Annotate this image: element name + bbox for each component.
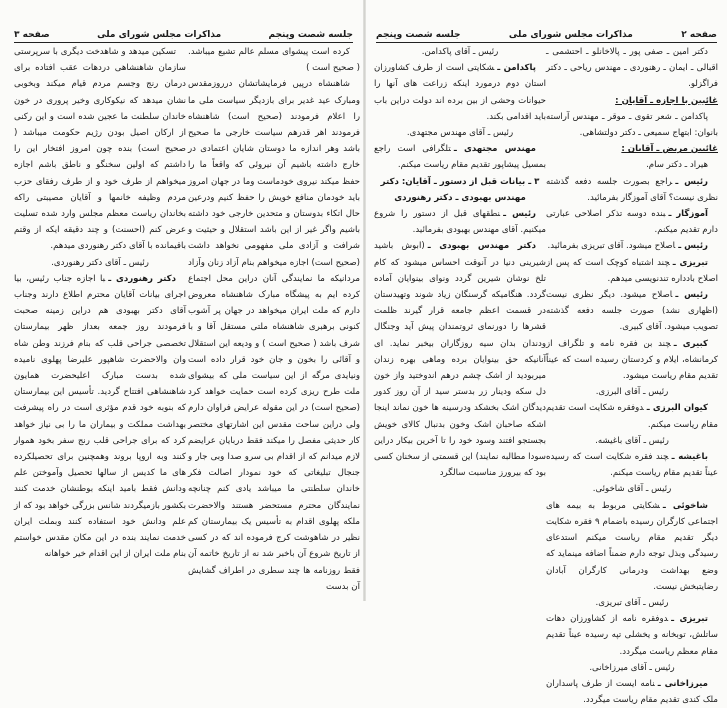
paragraph [14, 271, 186, 563]
speaker-name: رئیس ـ [675, 176, 708, 187]
paragraph-text: رئیس ـ آقای تبریزی. [595, 597, 669, 608]
paragraph-text: پاکدامن ـ شعر تقوی ـ موقر ـ مهندس آراسته بانوان: ابتهاج سمیعی ـ دکتر دولتشاهی. [546, 111, 718, 139]
paragraph-text: نامه ایست از طرف پاسداران ملک کندی تقدیم مقام ریاست میگردد. [546, 678, 718, 706]
page-number: صفحه ۲ [681, 30, 717, 40]
paragraph [546, 255, 718, 287]
session-label: جلسه شصت وپنجم [268, 30, 353, 40]
paragraph [374, 206, 546, 238]
paragraph-text: رئیس ـ آقای میرزاخانی. [589, 662, 675, 673]
text-column-left [14, 44, 186, 563]
paragraph [546, 433, 718, 449]
text-column-right [188, 44, 360, 595]
paragraph [546, 336, 718, 385]
paragraph [14, 255, 186, 271]
paragraph-text: (ابوش باشید شیرینی دنیا در آنوقت احساس میشود که کام تلخ نوشان شیرین گردد ونوای بینوایان آماده گردد. هنگامیکه گرسنگان زیاد شوند وتهیدستان در قسمت اعظم جامعه قرار گیرند ظلمت قشرها را دورنمای ثروتمندان پیش آید وجنگال ودندان بدان سیه روزگاران بیخبر نماید. ای آنانیکه حق بینوایان برده وماهی بهره زندان میربودید از اشک چشم درهم اندوختید واز خون دل سکه ودینار زر بدستر سید از آن روز کدور دیدگان اشک بخشکد ودرسینه ها خون نماند اینجا اشکه صاحبان اشک وخون بدنبال کالای خویش بجستجو افتند وسود خود را تا آخرین بیکار دراین سودا مطالبه نمایند) این قسمتی از سخنان کسی بود که بیرورز مناسبت سالگرد [374, 241, 546, 479]
paragraph-text: راجع بصورت جلسه دفعه گذشته نظری نیست؟ آقای آموزگار بفرمائید. [546, 176, 718, 203]
publication-title: مذاکرات مجلس شورای ملی [508, 30, 633, 40]
speaker-name: دکتر مهندس بهبودی ـ [427, 241, 536, 252]
paragraph [546, 611, 718, 660]
paragraph [374, 141, 546, 173]
paragraph-text: شاهنشاه درپیں فرمایشاتشان درروزمقدس ومبارک عید غدیر برای بازدیگر سیاست ملی ما را اعلام فرمودند (صحیح است) شاهنشاه فرمودند اهر قدرهم سیاست خارجی ما صحیح باشد وهر اندازه ما دوستان شایان اعتمادی در خارج داشته باشیم آن نیروئی که واقعاً ما را حفظ میکند نیروی خودماست وما در جهان امروز باید خودمان منافع خویش را حفظ کنیم ودرعین حال اتکاء بدوستان و متحدین خارجی خود داشته باشیم واگر غیر از این باشد استقلال و حیثیت و شرافت و آزادی ملی مفهومی نخواهد داشت (صحیح است) اجازه میخواهم بنام آزاد زنان وآزاد مردانیکه ما نمایندگی آنان دراین محل اجتماع کرده ایم به پیشگاه مبارک شاهنشاه معروض دارم که ملت ایران میخواهد در جهان پر آشوب کنونی برهبری شاهنشاه ملتی مستقل آقا و با شرف باشد ( صحیح است ) و ودیعه این استقلال و آقائی را بخون و جان خود قرار داده است ونیایدی مرگه از این سیاست ملی که بیشوای ملت طرح ریزی کرده است حمایت خواهد کرد (صحیح است) در این مقوله عرایض فراوان دارم ولی دراین ساحت مقدس این اشارتهای مختصر کار حدیثی مفصل را میکند فقط دربایان عرایضم لازم میدانم که از اقدام بی سرو صدا وبی جار و جنجال تبلیغاتی که خود نمودار اصالت فکر خاندان سلطنتی ما میباشد یادی کنم چنانچه نمایندگان محترم مستحضر هستند والاحضرت ملکه پهلوی اقدام به تأسیس یک بیمارستان کم نظیر در شاهوشت کرج فرموده اند که در کسی از تاریخ شروع آن باخبر شد نه از تاریخ خاتمه آن فقط روزنامه ها چند سطری در اطراف گشایش آن بدست [188, 79, 360, 592]
paragraph [546, 287, 718, 336]
paragraph-text: نطقهای قبل از دستور را شروع میکنیم. آقای مهندس بهبودی بفرمائید. [374, 209, 546, 236]
paragraph-text: اصلاح میشود. آقای تبریزی بفرمائید. [547, 241, 676, 252]
paragraph-text: با اجازه جناب رئیس، بیا اجرای بیانات آقایان محترم اطلاع دارند وجناب آقای دکتر بهبودی هم دراین زمینه صحبت فرمودند روز جمعه بعداز ظهر بیمارستان تخصصی جراحی قلب که بنام فرزند وطن شاه وان والاحضرت شاهپور علیرضا پهلوی نامیده شده بدست مبارک اعلیحضرت همایون شاهنشاهی افتتاح گردید. تأسیس این بیمارستان که بنوبه خود قدم مؤثری است در راه پیشرفت بهداشت مملکت و بیماران ما را بی نیاز خواهد کرد که برای جراحی قلب رنج سفر بخود هموار کنند وبه اروپا بروند وهمچنین برای تحصیلکرده های ما کدیس از سالها تحصیل وآموختن علم ودانش فقط بامید اینکه بوطنشان خدمت کنند بکشور بازمیگردند شانس بزرگی خواهد بود که از علم ودانش خود استفاده کنند وبملت ایران خدمت نمایند بنده در این مکان مقدس خواستم بنام ملت ایران از این اقدام خیر خواهانه [14, 273, 186, 560]
paragraph [546, 174, 718, 206]
paragraph-text: چند بن فقره نامه و تلگراف از کرمانشاه، ایلام و کردستان رسیده است که عیناً تقدیم مقام ریاست میشود. [546, 338, 718, 382]
paragraph-text: رئیس ـ آقای مهندس مجتهدی. [406, 128, 514, 139]
text-column-left [374, 44, 546, 481]
paragraph-text: تسکین میدهد و شاهدخت دیگری با سرپرستی سازمان شاهنشاهی دردهات عقب افتاده برای درمان رنج وجسم مردم قیام میکند وبخوبی نشان میدهد که نیکوکاری وخیر پروری در خون خاندان سلطنت ما عجین شده است و این رکنی از ارکان اصیل بودن رژیم حکومت میباشد ( صحیح است) بنده چون امروز افتخار این را داشتم که اولین سخنگو و ناطق باشم اجازه میخواهم از طرف خود و از طرف رفقای حزب مردم وظیفه خانمها و آقایان مصیبتی راکه بخاندان ریاست معظم مجلس وارد شده تسلیت عرض کنم (احسنت) و چند دقیقه ایکه از وقتم باقیمانده با آقای دکتر رهنوردی میدهم. [14, 47, 186, 252]
right-page [366, 0, 727, 706]
paragraph-text: کرده است پیشوای مسلم عالم تشیع میباشد. ( صحیح است ) [188, 47, 360, 74]
paragraph [546, 93, 718, 109]
paragraph [374, 44, 546, 60]
publication-title: مذاکرات مجلس شورای ملی [97, 30, 222, 40]
paragraph [188, 44, 360, 76]
paragraph [546, 384, 718, 400]
paragraph-text: تلگرافی است راجع بمسیل پیشاپور تقدیم مقام ریاست میکنم. [374, 144, 546, 171]
paragraph-text: بنده دوسه تذکر اصلاحی عبارتی دارم تقدیم میکنم. [546, 209, 718, 236]
paragraph-text: غائبین با اجازه ـ آقایان : [615, 95, 718, 106]
paragraph [546, 109, 718, 141]
session-label: جلسه شصت وپنجم [376, 30, 461, 40]
paragraph [546, 595, 718, 611]
paragraph [14, 44, 186, 255]
page-number: صفحه ۳ [14, 30, 50, 40]
speaker-name: پاکدامن ـ [497, 63, 536, 74]
text-column-right [546, 44, 718, 708]
speaker-name: تبریزی ـ [671, 614, 708, 625]
speaker-name: رئیس ـ [675, 290, 708, 301]
paragraph [546, 498, 718, 595]
page-header [376, 26, 717, 43]
speaker-name: آموزگار ـ [668, 209, 709, 220]
paragraph [546, 238, 718, 254]
paragraph [546, 660, 718, 676]
paragraph [546, 157, 718, 173]
paragraph-text: غائبین مریض ـ آقایان : [621, 144, 718, 155]
paragraph [374, 125, 546, 141]
paragraph [546, 44, 718, 93]
paragraph-text: دوفقره نامه از کشاورزان دهات ساتلش، توبخانه و یخشلی تپه رسیده عیناً تقدیم مقام معظم ریاست میگردد. [546, 614, 718, 657]
speaker-name: کبیری ـ [673, 338, 708, 349]
paragraph-text: رئیس ـ آقای پاکدامن. [421, 47, 499, 57]
paragraph [546, 400, 718, 432]
page-header [14, 26, 353, 43]
paragraph [546, 481, 718, 497]
speaker-name: باغیشه ـ [671, 452, 708, 463]
speaker-name: شاخوئی ـ [662, 500, 708, 511]
paragraph-text: اصلاح میشود. دیگر نظری نیست (اظهاری نشد) صورت جلسه دفعه گذشته تصویب میشود. آقای کبیری. [546, 290, 718, 333]
speaker-name: میرزاخانی ـ [657, 678, 708, 689]
paragraph-text: رئیس ـ آقای شاخوئی. [592, 484, 672, 495]
paragraph [188, 76, 360, 595]
speaker-name: مهندس مجتهدی ـ [453, 144, 536, 155]
paragraph-text: هیراد ـ دکتر سام. [646, 160, 708, 171]
paragraph [546, 141, 718, 157]
paragraph [374, 238, 546, 481]
paragraph [546, 449, 718, 481]
paragraph-text: رئیس ـ آقای دکتر رهنوردی. [51, 257, 149, 268]
speaker-name: تبریزی ـ [672, 257, 708, 268]
paragraph-text: دکتر امین ـ صفی پور ـ پالاخانلو ـ احتشمی ـ اقبالی ـ ایمان ـ رهنوردی ـ مهندس ریاحی ـ دکتر فراگزلو. [546, 47, 718, 90]
paragraph-text: رئیس ـ آقای باغیشه. [595, 435, 669, 446]
paragraph-text: چند اشتباه کوچک است که پس از اصلاح بادداره تندنویسی میدهم. [546, 257, 718, 284]
speaker-name: دکتر رهنوردی ـ [108, 273, 176, 284]
paragraph [546, 676, 718, 708]
paragraph-text: شکایتی مربوط به بیمه های اجتماعی کارگران رسیده باضمام ۹ فقره شکایت دیگر تقدیم مقام ریاست میکنم استدعای رسیدگی وبذل توجه دارم ضمناً اضافه مینماید که وضع بهداشت ودرمانی کارگران آبادان رضایتبخش نیست. [546, 500, 718, 592]
paragraph-text: دوفقره شکایت است تقدیم مقام ریاست میکنم. [546, 403, 718, 430]
paragraph-text: ۳ ـ بیانات قبل از دستور ـ آقایان: دکتر مهندس بهبودی ـ دکتر رهنوردی [380, 176, 540, 203]
speaker-name: کیوان البرزی ـ [646, 403, 708, 414]
paragraph [374, 60, 546, 125]
paragraph [546, 206, 718, 238]
speaker-name: رئیس ـ [503, 209, 536, 220]
paragraph-text: چند فقره شکایت است که رسیده عیناً تقدیم مقام ریاست میکنم. [546, 452, 718, 479]
speaker-name: رئیس ـ [678, 241, 708, 252]
left-page [0, 0, 363, 601]
paragraph-text: شکایتی است از طرف کشاورزان استان دوم درمورد اینکه زراعت های آنها را حیوانات وحشی از بین برده اند دولت دراین باب باید اقدامی بکند. [374, 63, 546, 122]
paragraph [374, 174, 546, 206]
paragraph-text: رئیس ـ آقای البرزی. [595, 387, 669, 398]
